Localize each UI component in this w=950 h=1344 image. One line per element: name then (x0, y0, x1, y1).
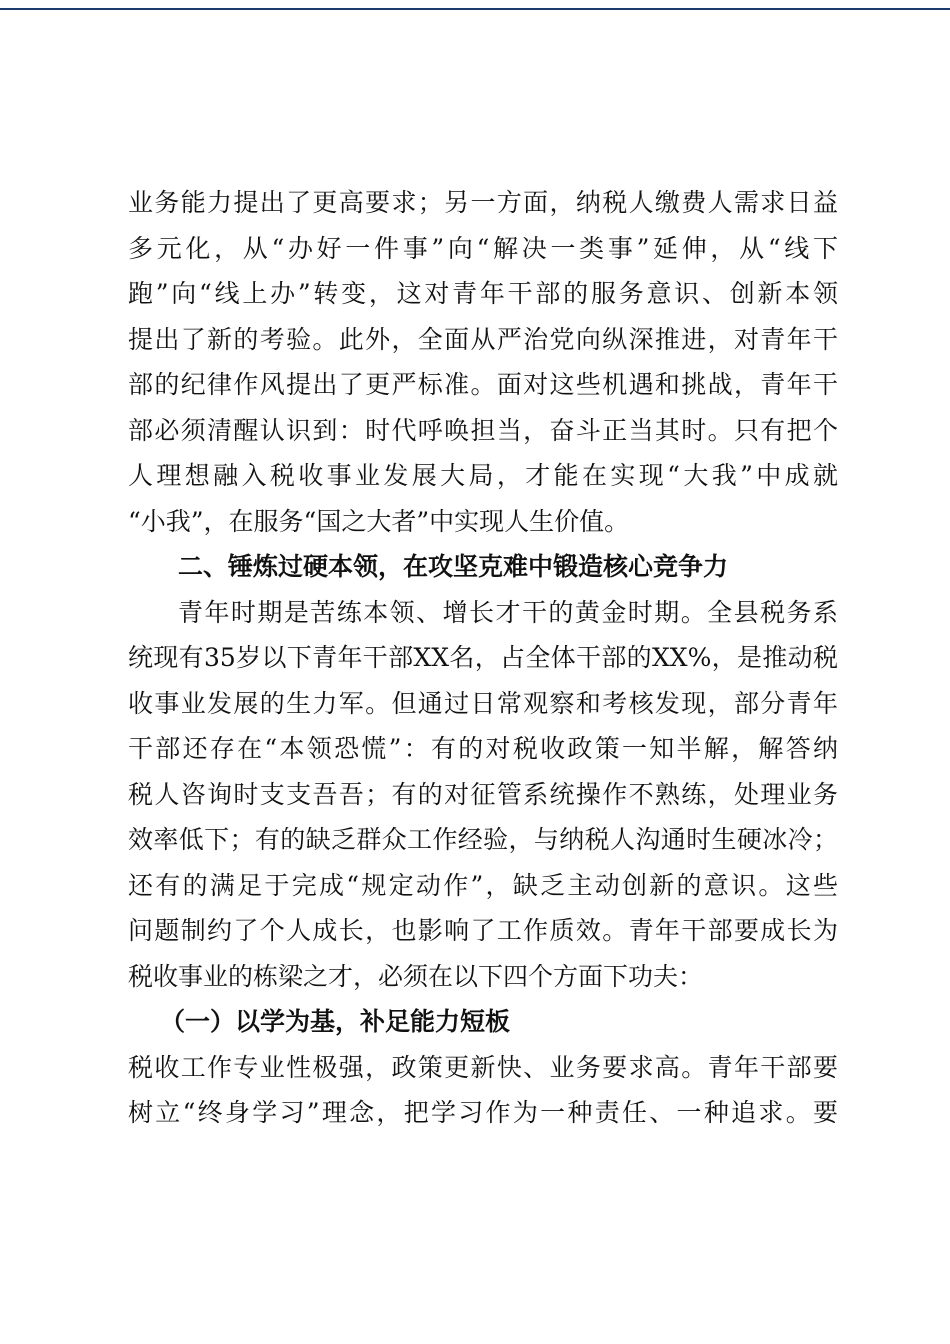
text-line: 多元化，从“办好一件事”向“解决一类事”延伸，从“线下 (128, 233, 838, 263)
text-line: 税收事业的栋梁之才，必须在以下四个方面下功夫： (128, 961, 704, 991)
document-body (128, 180, 838, 1136)
text-line: 提出了新的考验。此外，全面从严治党向纵深推进，对青年干 (128, 324, 838, 354)
top-border-rule (0, 8, 950, 10)
text-line: “小我”，在服务“国之大者”中实现人生价值。 (128, 506, 630, 536)
paragraph-3 (128, 1045, 838, 1136)
paragraph-2 (128, 590, 838, 1000)
text-line: 青年时期是苦练本领、增长才干的黄金时期。全县税务系 (178, 597, 838, 627)
text-line: 收事业发展的生力军。但通过日常观察和考核发现，部分青年 (128, 688, 838, 718)
text-line: 税收工作专业性极强，政策更新快、业务要求高。青年干部要 (128, 1052, 838, 1082)
text-line: 统现有35岁以下青年干部XX名，占全体干部的XX%，是推动税 (128, 643, 838, 672)
text-line: 树立“终身学习”理念，把学习作为一种责任、一种追求。要 (128, 1098, 838, 1127)
text-line: 部必须清醒认识到：时代呼唤担当，奋斗正当其时。只有把个 (128, 415, 838, 445)
text-line: 税人咨询时支支吾吾；有的对征管系统操作不熟练，处理业务 (128, 779, 838, 809)
text-line: 效率低下；有的缺乏群众工作经验，与纳税人沟通时生硬冰冷； (128, 825, 838, 854)
text-line: 跑”向“线上办”转变，这对青年干部的服务意识、创新本领 (128, 279, 838, 308)
text-line: 问题制约了个人成长，也影响了工作质效。青年干部要成长为 (128, 916, 838, 945)
section-heading-2: 二、锤炼过硬本领，在攻坚克难中锻造核心竞争力 (178, 552, 729, 581)
text-line: 干部还存在“本领恐慌”：有的对税收政策一知半解，解答纳 (128, 734, 838, 763)
text-line: 人理想融入税收事业发展大局，才能在实现“大我”中成就 (128, 461, 838, 490)
text-line: 部的纪律作风提出了更严标准。面对这些机遇和挑战，青年干 (128, 370, 838, 399)
subsection-heading-1: （一）以学为基，补足能力短板 (160, 1007, 511, 1036)
text-line: 业务能力提出了更高要求；另一方面，纳税人缴费人需求日益 (128, 188, 838, 217)
text-line: 还有的满足于完成“规定动作”，缺乏主动创新的意识。这些 (128, 870, 838, 900)
paragraph-1 (128, 180, 838, 544)
